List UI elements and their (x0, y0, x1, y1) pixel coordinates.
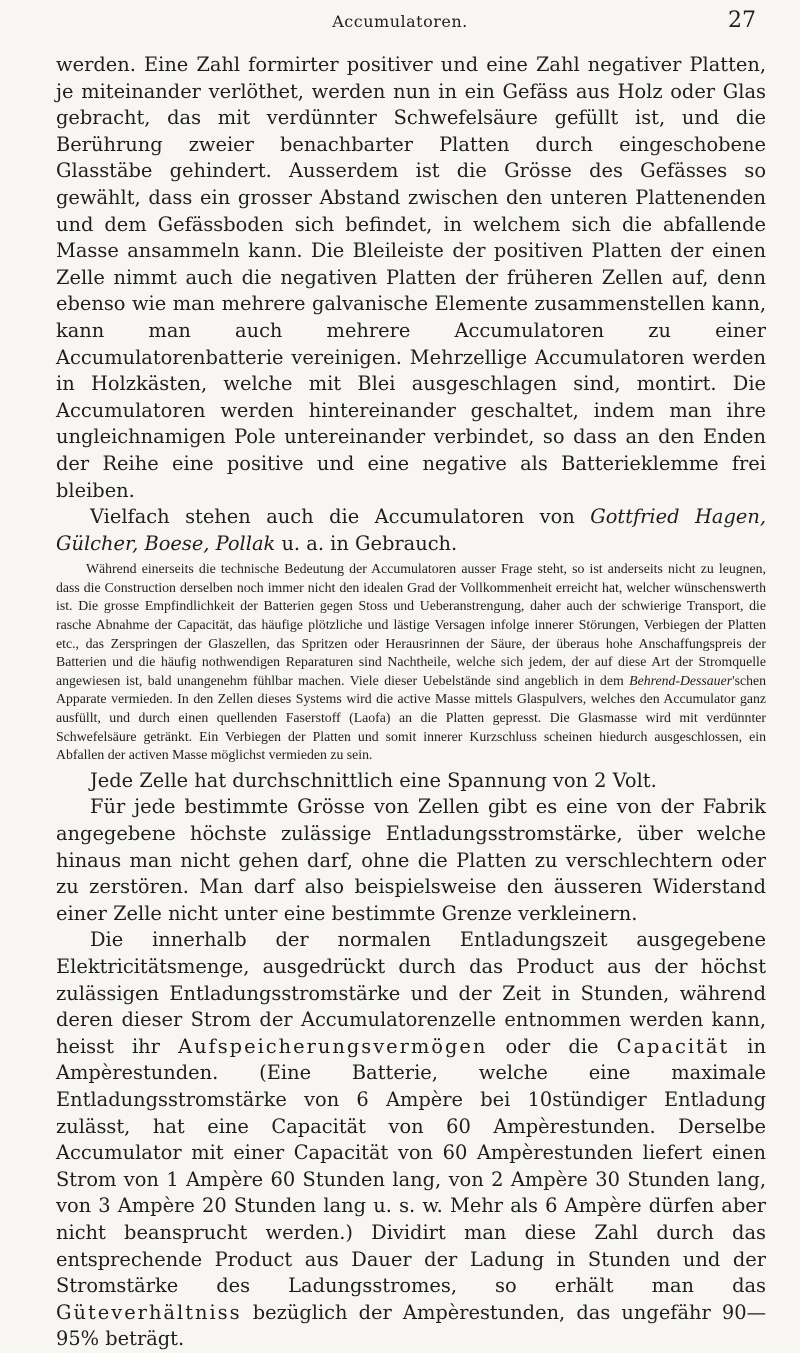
paragraph-cell-voltage: Jede Zelle hat durchschnittlich eine Spannung von 2 Volt. (90, 768, 657, 792)
note-text: 'schen Apparate vermieden. In den Zellen dieses Systems wird die active Masse mittels Glaspulvers, welches den Accumulator ganz ausfüllt, und durch einen quellenden Faserstoff (Laofa) an die Platten gepresst. Die Glasmasse wird mit verdünnter Schwefelsäure getränkt. Ein Verbiegen der Platten und somit innerer Kurzschluss scheinen hiedurch ausgeschlossen, ein Abfallen der activen Masse möglichst vermieden zu sein. (56, 672, 766, 763)
paragraph-discharge-current: Für jede bestimmte Grösse von Zellen gibt es eine von der Fabrik angegebene höchste zulässige Entladungsstromstärke, über welche hinaus man nicht gehen darf, ohne die Platten zu verschlechtern oder zu zerstören. Man darf also beispielsweise den äusseren Widerstand einer Zelle nicht unter eine bestimmte Grenze verkleinern. (56, 795, 766, 925)
paragraph-text: oder die (487, 1034, 617, 1058)
paragraph-text: bezüglich der Ampèrestunden, das ungefähr 90—95% beträgt. (56, 1300, 766, 1351)
paragraph-continuation: werden. Eine Zahl formirter positiver und eine Zahl negativer Platten, je miteinander verlöthet, werden nun in ein Gefäss aus Holz oder Glas gebracht, das mit verdünnter Schwefelsäure gefüllt ist, und die Berührung zweier benachbarter Platten durch eingeschobene Glasstäbe gehindert. Ausserdem ist die Grösse des Gefässes so gewählt, dass ein grosser Abstand zwischen den unteren Plattenenden und dem Gefässboden sich befindet, in welchem sich die abfallende Masse ansammeln kann. Die Bleileiste der positiven Platten der einen Zelle nimmt auch die negativen Platten der früheren Zellen auf, denn ebenso wie man mehrere galvanische Elemente zusammenstellen kann, kann man auch mehrere Accumulatoren zu einer Accumulatorenbatterie vereinigen. Mehrzellige Accumulatoren werden in Holzkästen, welche mit Blei ausgeschlagen sind, montirt. Die Accumulatoren werden hintereinander geschaltet, indem man ihre ungleichnamigen Pole untereinander verbindet, so dass an den Enden der Reihe eine positive und eine negative als Batterieklemme frei bleiben. (56, 53, 766, 502)
system-name: Behrend-Dessauer (629, 672, 733, 688)
paragraph-text: u. a. in Gebrauch. (275, 531, 458, 555)
term-capacitaet: Capacität (616, 1034, 730, 1058)
paragraph-text: Vielfach stehen auch die Accumulatoren von (90, 505, 591, 529)
paragraph-text: Die innerhalb der normalen Entladungszeit ausgegebene Elektricitätsmenge, ausgedrückt durch das Product aus der höchst zulässigen Entladungsstromstärke und der Zeit in Stunden, während deren dieser Strom der Accumulatorenzelle entnommen werden kann, heisst ihr (56, 928, 766, 1058)
term-gueteverhaeltniss: Güteverhältniss (56, 1300, 242, 1324)
note-text: Während einerseits die technische Bedeutung der Accumulatoren ausser Frage steht, so ist anderseits nicht zu leugnen, dass die Construction derselben noch immer nicht den idealen Grad der Vollkommenheit erreicht hat, welcher wünschenswerth ist. Die grosse Empfindlichkeit der Batterien gegen Stoss und Ueberanstrengung, daher auch der schwierige Transport, die rasche Abnahme der Capacität, das häufige plötzliche und lästige Versagen infolge innerer Störungen, Verbiegen der Platten etc., das Zerspringen der Glaszellen, das Spritzen oder Herausrinnen der Säure, der überaus hohe Anschaffungspreis der Batterien und die häufig nothwendigen Reparaturen sind Nachtheile, welche sich jedem, der auf diese Art der Stromquelle angewiesen ist, bald unangenehm fühlbar machen. Viele dieser Uebelstände sind angeblich in dem (56, 561, 766, 688)
page-header (40, 6, 760, 40)
page-number: 27 (728, 8, 756, 33)
paragraph-text: in Ampèrestunden. (Eine Batterie, welche eine maximale Entladungsstromstärke von 6 Ampère bei 10stündiger Entladung zulässt, hat eine Capacität von 60 Ampèrestunden. Derselbe Accumulator mit einer Capacität von 60 Ampèrestunden liefert einen Strom von 1 Ampère 60 Stunden lang, von 2 Ampère 30 Stunden lang, von 3 Ampère 20 Stunden lang u. s. w. Mehr als 6 Ampère dürfen aber nicht beansprucht werden.) Dividirt man diese Zahl durch das entsprechende Product aus Dauer der Ladung in Stunden und der Stromstärke des Ladungsstromes, so erhält man das (56, 1034, 766, 1298)
body-text (56, 52, 766, 1353)
paragraph-capacity (56, 927, 766, 1353)
running-title: Accumulatoren. (332, 12, 468, 31)
term-aufspeicherungsvermoegen: Aufspeicherungsvermögen (178, 1034, 488, 1058)
maker-names: Gottfried Hagen, Gülcher, Boese, Pollak (56, 505, 766, 555)
paragraph-accumulator-makers (56, 504, 766, 557)
small-print-note (56, 560, 766, 765)
